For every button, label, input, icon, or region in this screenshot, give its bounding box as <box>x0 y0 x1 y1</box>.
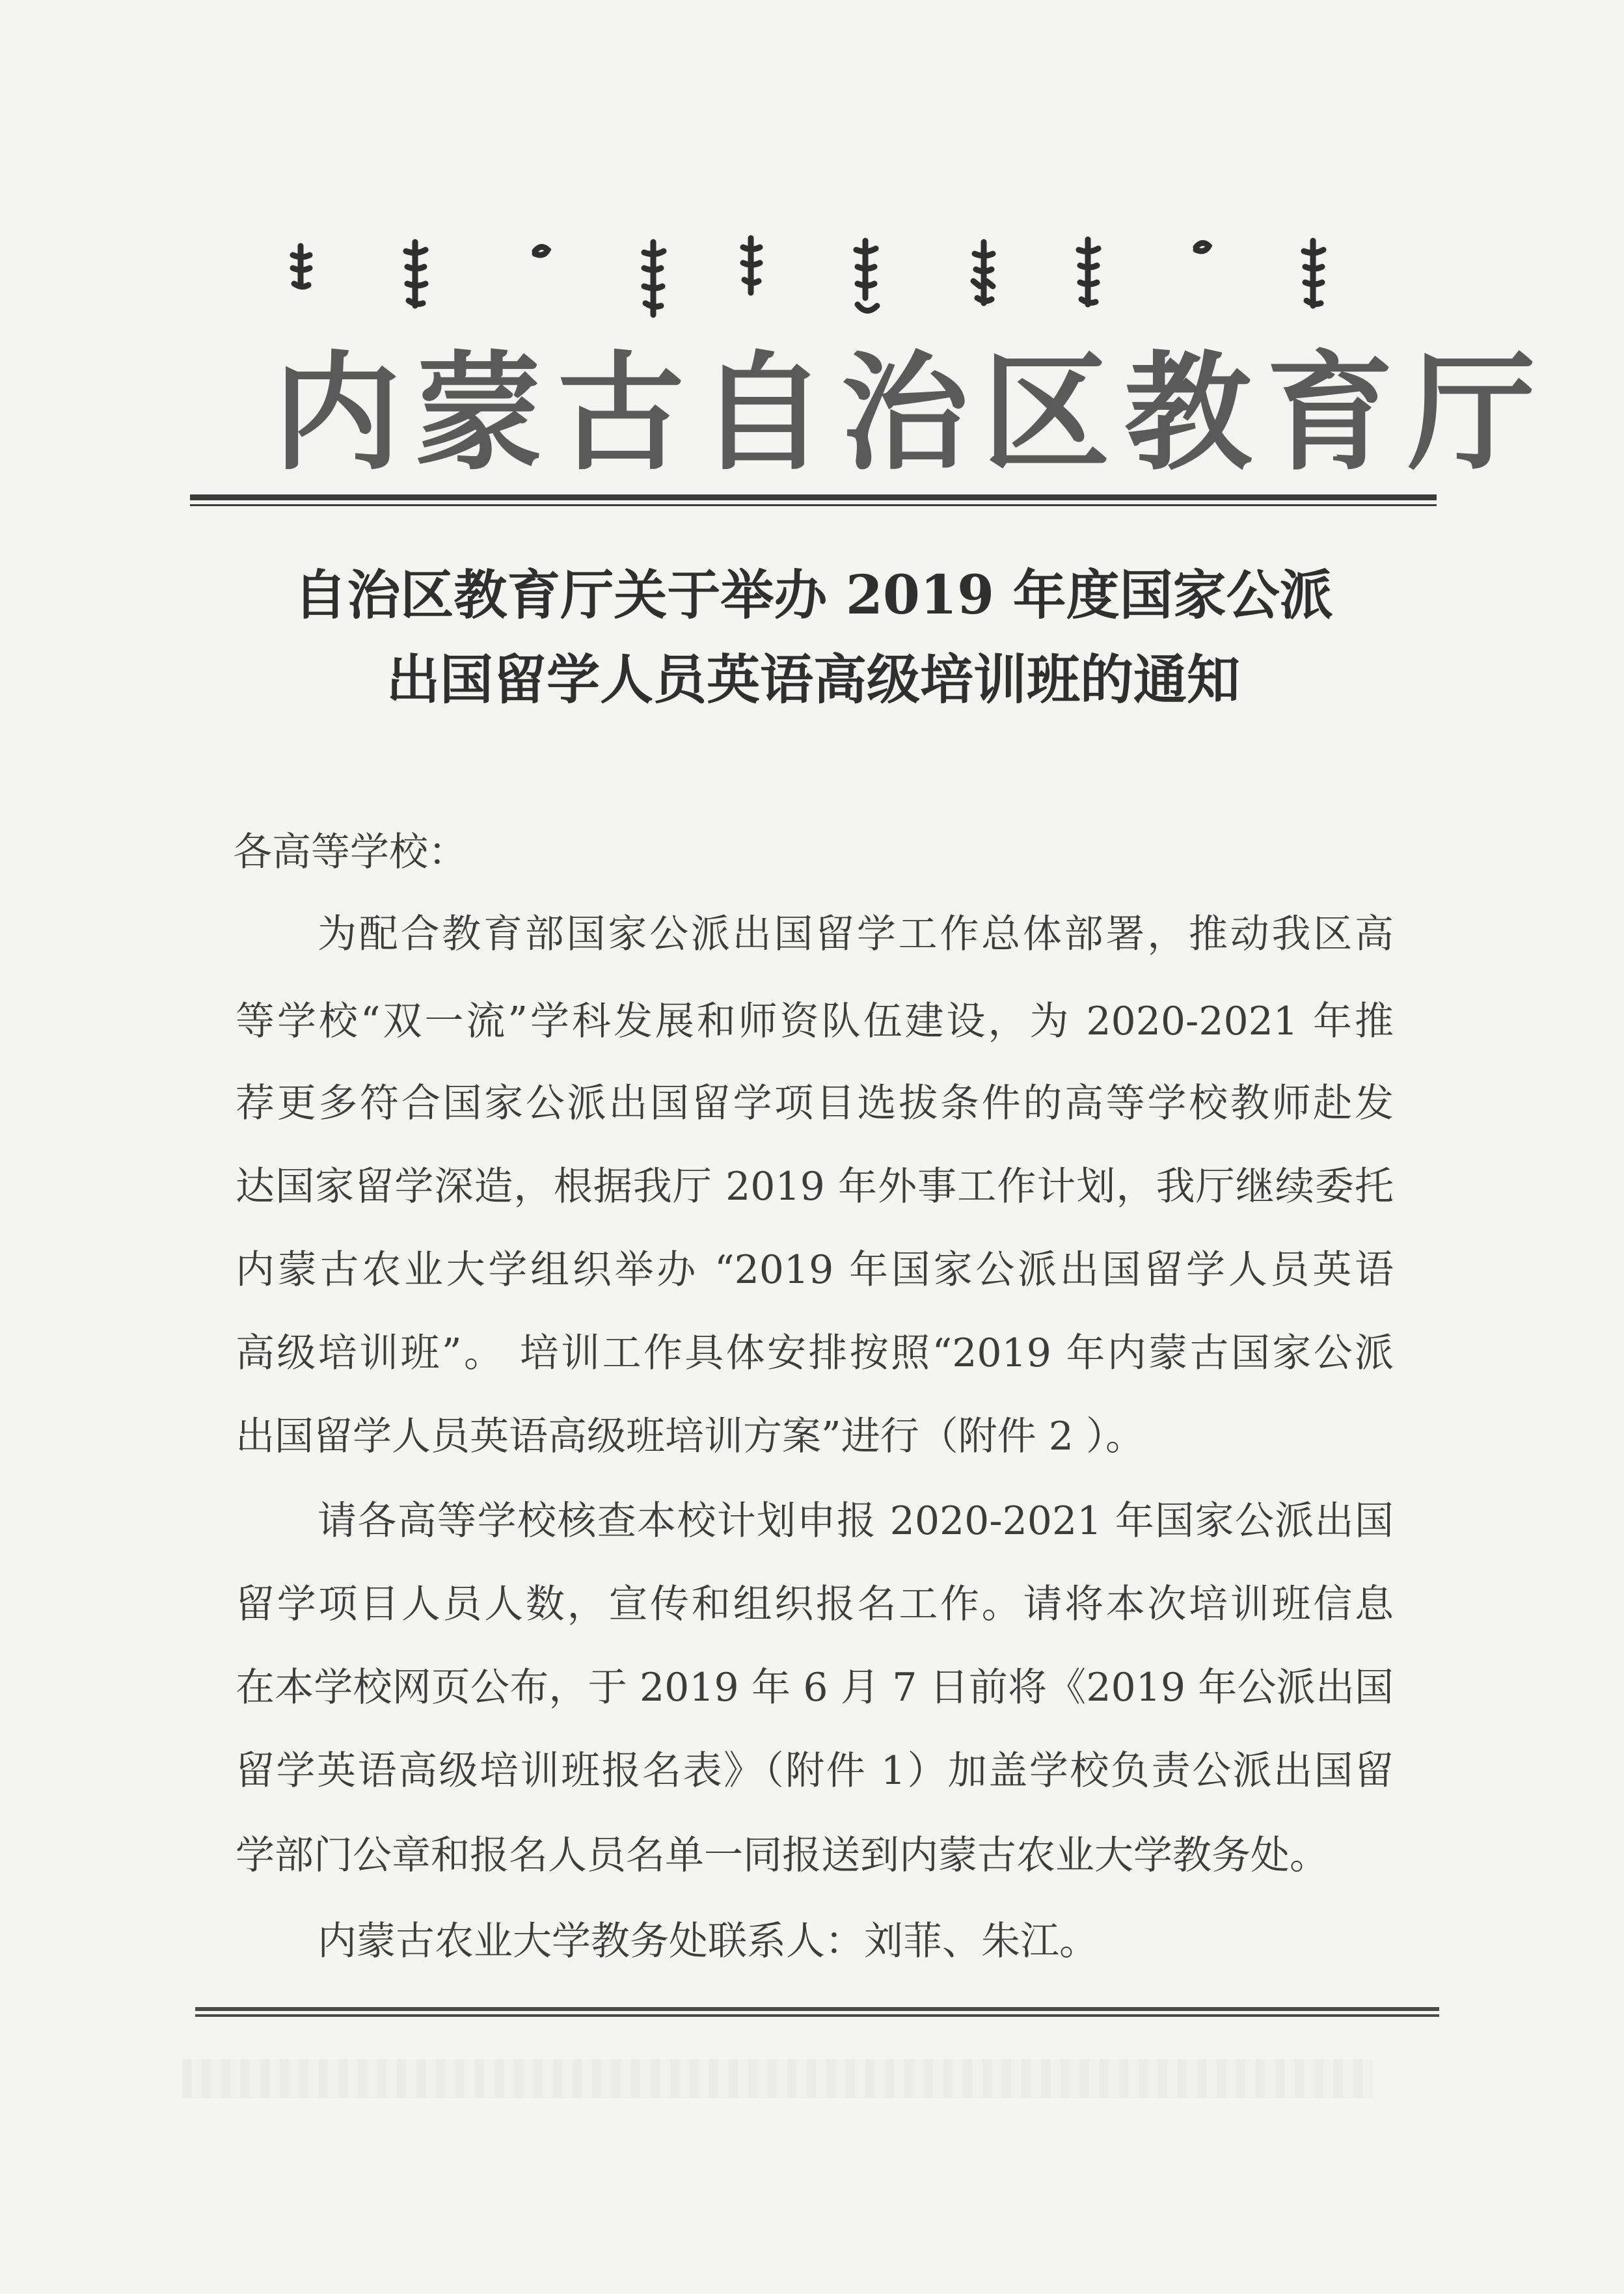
header-divider-thin-line <box>190 504 1437 506</box>
paragraph-2-line: 在本学校网页公布，于 2019 年 6 月 7 日前将《2019 年公派出国 <box>236 1665 1394 1710</box>
paragraph-1-line: 高级培训班”。 培训工作具体安排按照“2019 年内蒙古国家公派 <box>236 1330 1394 1376</box>
header-divider-thick-line <box>190 494 1437 500</box>
paragraph-2-line: 请各高等学校核查本校计划申报 2020-2021 年国家公派出国 <box>318 1498 1394 1544</box>
header-divider <box>190 494 1437 509</box>
scan-bleed-through <box>182 2059 1373 2098</box>
paragraph-2-line: 学部门公章和报名人员名单一同报送到内蒙古农业大学教务处。 <box>236 1833 1329 1878</box>
paragraph-1-line: 等学校“双一流”学科发展和师资队伍建设，为 2020-2021 年推 <box>236 999 1394 1044</box>
paragraph-1-line: 内蒙古农业大学组织举办 “2019 年国家公派出国留学人员英语 <box>236 1247 1394 1293</box>
paragraph-1-line: 为配合教育部国家公派出国留学工作总体部署，推动我区高 <box>318 911 1394 957</box>
paragraph-2-line: 留学英语高级培训班报名表》（附件 1）加盖学校负责公派出国留 <box>236 1748 1394 1794</box>
salutation: 各高等学校： <box>233 830 467 875</box>
paragraph-1-line: 出国留学人员英语高级班培训方案”进行（附件 2 ）。 <box>236 1414 1144 1459</box>
document-title-line-1: 自治区教育厅关于举办 2019 年度国家公派 <box>293 564 1333 627</box>
paragraph-1-line: 荐更多符合国家公派出国留学项目选拔条件的高等学校教师赴发 <box>236 1081 1394 1126</box>
mongolian-script-logo <box>0 0 1624 390</box>
footer-divider-line-lower <box>195 2014 1439 2017</box>
issuing-authority-name: 内蒙古自治区教育厅 <box>273 338 1550 488</box>
mongolian-script-header <box>0 0 1624 390</box>
paragraph-2-line: 留学项目人员人数，宣传和组织报名工作。请将本次培训班信息 <box>236 1582 1394 1627</box>
paragraph-1-line: 达国家留学深造，根据我厅 2019 年外事工作计划，我厅继续委托 <box>236 1164 1394 1209</box>
document-title-line-2: 出国留学人员英语高级培训班的通知 <box>386 649 1240 711</box>
footer-divider-line-upper <box>195 2007 1439 2011</box>
footer-divider <box>195 2007 1439 2017</box>
contact-persons: 内蒙古农业大学教务处联系人：刘菲、朱江。 <box>318 1919 1098 1964</box>
